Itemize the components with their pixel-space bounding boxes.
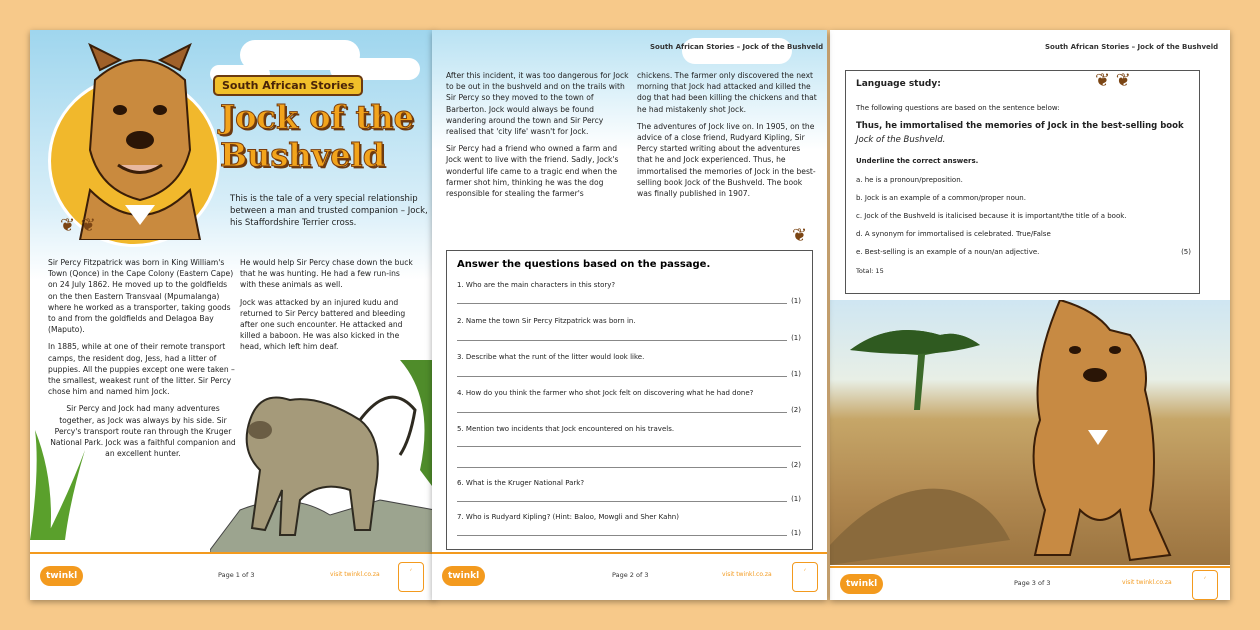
- question-mark: (1): [791, 495, 801, 503]
- page-header: South African Stories – Jock of the Bushveld: [1045, 43, 1219, 51]
- story-column-right: He would help Sir Percy chase down the buck that he was hunting. He had a few run-ins with these animals as well. Jock was attacked by an injured kudu and returned to Sir Percy battered and bleeding after one such encounter. He attacked and killed a baboon. He was also kicked in the head, which left him deaf.: [240, 258, 413, 352]
- worksheet-page-3: [830, 30, 1230, 600]
- quality-stamp-icon: ✓: [792, 562, 818, 592]
- language-study-sentence-2: Jock of the Bushveld.: [856, 135, 946, 145]
- question-mark: (1): [791, 297, 801, 305]
- page-footer: [30, 552, 435, 600]
- language-study-sentence: Thus, he immortalised the memories of Jock in the best-selling book: [856, 121, 1184, 131]
- question-mark: (1): [791, 529, 801, 537]
- intro-paragraph: This is the tale of a very special relationship between a man and trusted companion – Jock, his Staffordshire Terrier cross.: [230, 194, 428, 228]
- twinkl-logo: twinkl: [840, 574, 883, 594]
- site-link[interactable]: visit twinkl.co.za: [330, 571, 380, 578]
- page-header: South African Stories – Jock of the Bushveld: [650, 43, 824, 51]
- language-item[interactable]: e. Best-selling is an example of a noun/an adjective.: [856, 248, 1040, 256]
- question-2: 2. Name the town Sir Percy Fitzpatrick was born in.: [457, 317, 636, 325]
- page-title: Jock of the Bushveld: [220, 98, 414, 174]
- questions-box: [446, 250, 813, 550]
- question-mark: (1): [791, 370, 801, 378]
- language-mark: (5): [1181, 248, 1191, 256]
- question-mark: (2): [791, 406, 801, 414]
- quality-stamp-icon: ✓: [398, 562, 424, 592]
- paw-prints-icon: ❦: [792, 225, 808, 246]
- grass-illustration: [30, 430, 90, 540]
- question-7: 7. Who is Rudyard Kipling? (Hint: Baloo, Mowgli and Sher Kahn): [457, 513, 679, 521]
- story-column-right: chickens. The farmer only discovered the next morning that Jock had attacked and killed the dog that had been killing the chickens and that he had mistakenly shot Jock. The adventures of Jock live on. In 1905, on the advice of a close friend, Rudyard Kipling, Sir Percy started writing about the adventures that he and Jock experienced. Thus, he immortalised the memories of Jock in the best-selling book Jock of the Bushveld. The book was finally published in 1907.: [637, 71, 817, 199]
- question-4: 4. How do you think the farmer who shot Jock felt on discovering what he had done?: [457, 389, 754, 397]
- dog-portrait-illustration: [70, 40, 210, 240]
- page-number: Page 2 of 3: [612, 571, 649, 579]
- site-link[interactable]: visit twinkl.co.za: [1122, 579, 1172, 586]
- series-tag: South African Stories: [213, 75, 363, 96]
- language-study-title: Language study:: [856, 79, 941, 89]
- site-link[interactable]: visit twinkl.co.za: [722, 571, 772, 578]
- total-label: Total: 15: [856, 267, 884, 275]
- question-1: 1. Who are the main characters in this story?: [457, 281, 616, 289]
- question-5: 5. Mention two incidents that Jock encountered on his travels.: [457, 425, 675, 433]
- worksheet-page-1: [30, 30, 435, 600]
- page-number: Page 1 of 3: [218, 571, 255, 579]
- question-3: 3. Describe what the runt of the litter would look like.: [457, 353, 645, 361]
- language-item[interactable]: b. Jock is an example of a common/proper noun.: [856, 194, 1026, 202]
- paw-prints-icon: ❦ ❦: [1095, 70, 1131, 91]
- paw-prints-icon: ❦ ❦: [60, 215, 96, 236]
- language-item[interactable]: d. A synonym for immortalised is celebrated. True/False: [856, 230, 1051, 238]
- page-number: Page 3 of 3: [1014, 579, 1051, 587]
- twinkl-logo: twinkl: [40, 566, 83, 586]
- language-study-box: [845, 70, 1200, 294]
- savanna-dog-illustration: [830, 300, 1230, 565]
- language-item[interactable]: c. Jock of the Bushveld is italicised because it is important/the title of a book.: [856, 212, 1127, 220]
- story-column-left: After this incident, it was too dangerous for Jock to be out in the bushveld and on the trails with Sir Percy so they moved to the town of Barberton. Jock would always be found wandering around the town and Sir Percy realised that 'city life' wasn't for Jock. Sir Percy had a friend who owned a farm and Jock went to live with the friend. Sadly, Jock's wonderful life came to a tragic end when the farmer shot him, thinking he was the dog responsible for stealing the farmer's: [446, 71, 629, 199]
- language-item[interactable]: a. he is a pronoun/preposition.: [856, 176, 963, 184]
- language-study-intro: The following questions are based on the sentence below:: [856, 104, 1060, 112]
- question-mark: (1): [791, 334, 801, 342]
- twinkl-logo: twinkl: [442, 566, 485, 586]
- baboon-illustration: [210, 360, 435, 555]
- worksheet-page-2: [432, 30, 827, 600]
- quality-stamp-icon: ✓: [1192, 570, 1218, 600]
- question-6: 6. What is the Kruger National Park?: [457, 479, 585, 487]
- question-mark: (2): [791, 461, 801, 469]
- questions-title: Answer the questions based on the passage.: [457, 259, 711, 270]
- page-footer: [830, 566, 1230, 600]
- story-column-left: Sir Percy Fitzpatrick was born in King William's Town (Qonce) in the Cape Colony (Eastern Cape) on 24 July 1862. He moved up to the goldfields on the then Eastern Transvaal (Mpumalanga) where he worked as a transporter, taking goods to and from the goldfields and Delagoa Bay (Maputo). In 1885, while at one of their remote transport camps, the resident dog, Jess, had a litter of puppies. All the puppies except one were taken – the smallest, weakest runt of the litter. Sir Percy chose him and named him Jock. Sir Percy and Jock had many adventures together, as Jock was always by his side. Sir Percy's transport route ran through the Kruger National Park. Jock was a faithful companion and an excellent hunter.: [48, 258, 236, 459]
- page-footer: [432, 552, 827, 600]
- answer-line[interactable]: [457, 446, 801, 447]
- language-study-instruction: Underline the correct answers.: [856, 157, 979, 165]
